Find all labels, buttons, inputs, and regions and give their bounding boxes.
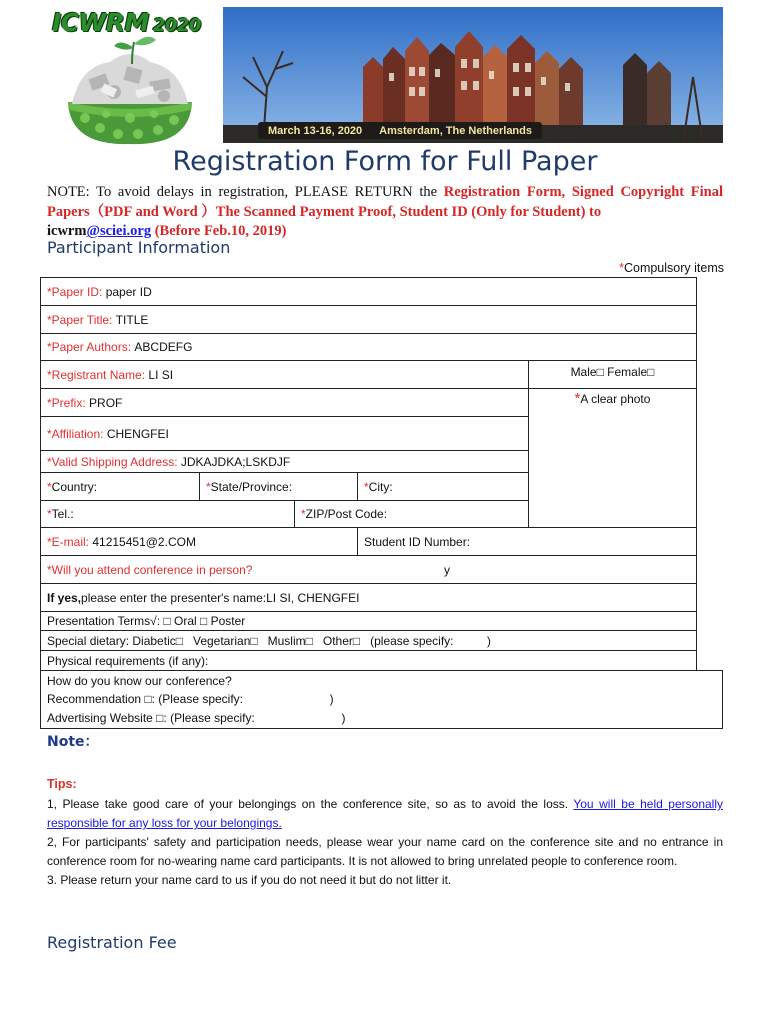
tip-1: 1, Please take good care of your belongings on the conference site, so as to avoid the loss. You will be held personally responsible for any loss for your belongings.	[47, 797, 723, 830]
attend-value: y	[444, 562, 450, 577]
physical-requirements-row[interactable]: Physical requirements (if any):	[40, 650, 697, 671]
page-title: Registration Form for Full Paper	[172, 146, 598, 177]
banner-caption	[258, 122, 542, 139]
paper-id-value: paper ID	[105, 284, 152, 299]
attend-in-person-row[interactable]: * Will you attend conference in person? y	[40, 555, 697, 584]
presenter-name-value: LI SI, CHENGFEI	[266, 590, 360, 605]
paper-title-row[interactable]: *Paper Title: TITLE	[40, 305, 697, 334]
note-required-docs: Registration Form, Signed Copyright Final Papers（PDF and Word ）The Scanned Payment Proof, Student ID (Only for Student) to	[47, 184, 723, 220]
recommendation-option[interactable]: Recommendation □: (Please specify: )	[47, 692, 334, 707]
shipping-address-value: JDKAJDKA;LSKDJF	[180, 454, 291, 469]
affiliation-row[interactable]: *Affiliation: CHENGFEI	[40, 416, 529, 451]
photo-box[interactable]: * A clear photo	[528, 388, 697, 528]
tip-3: 3. Please return your name card to us if you do not need it but do not litter it.	[47, 873, 452, 887]
email-value: 41215451@2.COM	[92, 534, 196, 549]
registrant-name-value: LI SI	[148, 367, 174, 382]
tips-list	[47, 795, 723, 890]
paper-authors-row[interactable]: *Paper Authors: ABCDEFG	[40, 333, 697, 361]
country-field[interactable]: * Country:	[40, 472, 200, 501]
prefix-value: PROF	[89, 395, 123, 410]
compulsory-note: *Compulsory items	[619, 261, 724, 275]
gender-checkboxes[interactable]: Male□ Female□	[528, 360, 697, 389]
presenter-name-row[interactable]: If yes, please enter the presenter's name: LI SI, CHENGFEI	[40, 583, 697, 612]
paper-title-value: TITLE	[115, 312, 149, 327]
note-heading: Note：	[47, 734, 99, 750]
registrant-name-row[interactable]: *Registrant Name: LI SI	[40, 360, 529, 389]
shipping-address-row[interactable]: *Valid Shipping Address: JDKAJDKA;LSKDJF	[40, 450, 529, 473]
paper-authors-value: ABCDEFG	[134, 340, 193, 354]
affiliation-value: CHENGFEI	[106, 426, 169, 441]
tel-field[interactable]: * Tel.:	[40, 500, 295, 528]
student-id-field[interactable]: Student ID Number:	[357, 527, 697, 556]
email-user: icwrm	[47, 223, 87, 239]
note-prefix: NOTE: To avoid delays in registration, PLEASE RETURN the	[47, 184, 444, 200]
email-link[interactable]: @sciei.org	[86, 223, 152, 239]
return-note	[47, 183, 723, 242]
note-deadline: (Before Feb.10, 2019)	[151, 223, 287, 239]
tips-label: Tips:	[47, 777, 77, 791]
referral-question: How do you know our conference?	[47, 673, 232, 688]
section-participant-info: Participant Information	[47, 238, 231, 257]
city-field[interactable]: * City:	[357, 472, 529, 501]
tip-2: 2, For participants' safety and participation needs, please wear your name card on the conference site and no entrance in conference room for no-wearing name card participants. It is not allowed to bring unrelated people to conference room.	[47, 835, 723, 868]
advertising-option[interactable]: Advertising Website □: (Please specify: )	[47, 710, 346, 725]
banner-location: Amsterdam, The Netherlands	[379, 124, 532, 137]
presentation-terms-row[interactable]: Presentation Terms√: □ Oral □ Poster	[40, 611, 697, 631]
logo-title: ICWRM 2020	[52, 8, 201, 37]
prefix-row[interactable]: *Prefix: PROF	[40, 388, 529, 417]
paper-id-row[interactable]: *Paper ID: paper ID	[40, 277, 697, 306]
banner-dates: March 13-16, 2020	[268, 124, 363, 137]
special-dietary-row[interactable]: Special dietary: Diabetic□ Vegetarian□ Muslim□ Other□ (please specify: )	[40, 630, 697, 651]
zip-field[interactable]: * ZIP/Post Code:	[294, 500, 529, 528]
email-row[interactable]: *E-mail: 41215451@2.COM	[40, 527, 358, 556]
state-field[interactable]: * State/Province:	[199, 472, 358, 501]
section-registration-fee: Registration Fee	[47, 933, 177, 952]
referral-source-row[interactable]	[40, 670, 723, 729]
